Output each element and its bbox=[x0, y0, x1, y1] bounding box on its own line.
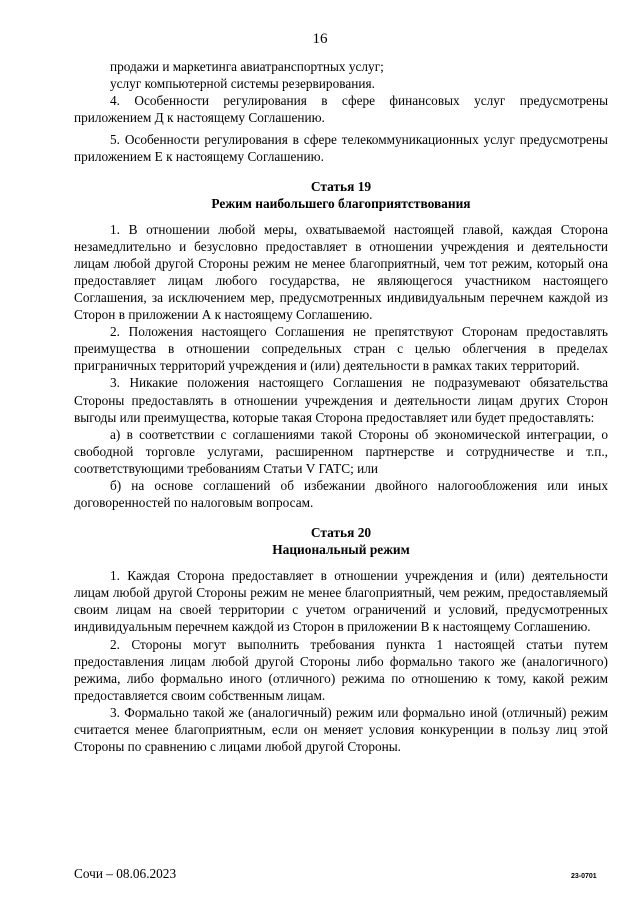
article-20-paragraph-3: 3. Формально такой же (аналогичный) режим или формально иной (отличный) режим считается менее благоприятным, если он меняет условия конкуренции в пользу лиц этой Стороны по сравнению с лицами любой другой Стороны. bbox=[74, 704, 608, 755]
paragraph-4: 4. Особенности регулирования в сфере финансовых услуг предусмотрены приложением Д к настоящему Соглашению. bbox=[74, 93, 608, 126]
article-19-item-b: б) на основе соглашений об избежании двойного налогообложения или иных договоренностей по налоговым вопросам. bbox=[74, 477, 608, 511]
paragraph-5: 5. Особенности регулирования в сфере телекоммуникационных услуг предусмотрены приложением Е к настоящему Соглашению. bbox=[74, 132, 608, 165]
article-20-paragraph-2: 2. Стороны могут выполнить требования пункта 1 настоящей статьи путем предоставления лицам любой другой Стороны либо формально такого же (аналогичного) режима, либо формально иного (отличного) режима по отношению к тому, какой режим предоставляется своим собственным лицам. bbox=[74, 636, 608, 703]
article-19-item-a: а) в соответствии с соглашениями такой Стороны об экономической интеграции, о свободной торговле услугами, расширенном партнерстве и сотрудничестве и т.п., соответствующими требованиям Статьи V ГАТС; или bbox=[74, 426, 608, 476]
article-20-title: Национальный режим bbox=[272, 542, 410, 558]
article-19-title: Режим наибольшего благоприятствования bbox=[211, 195, 471, 211]
intro-line-2: услуг компьютерной системы резервирования. bbox=[110, 76, 375, 92]
footer-place-date: Сочи – 08.06.2023 bbox=[74, 866, 177, 881]
article-19-paragraph-1: 1. В отношении любой меры, охватываемой настоящей главой, каждая Сторона незамедлительно и безусловно предоставляет в отношении учреждения и деятельности лицам любой другой Стороны режим не менее благоприятный, чем тот режим, который она предоставляет лицам любого государства, не являющегося участником настоящего Соглашения, за исключением мер, предусмотренных индивидуальным перечнем каждой из Сторон в приложении А к настоящему Соглашению. bbox=[74, 221, 608, 323]
footer-document-code: 23-0701 bbox=[571, 873, 597, 880]
article-19-paragraph-3: 3. Никакие положения настоящего Соглашения не подразумевают обязательства Стороны предоставлять в отношении учреждения и деятельности лицам других Сторон выгоды или преимущества, которые такая Сторона предоставляет или будет предоставлять: bbox=[74, 375, 608, 425]
article-20-number: Статья 20 bbox=[310, 525, 372, 541]
page-number: 16 bbox=[312, 31, 328, 47]
article-20-paragraph-1: 1. Каждая Сторона предоставляет в отношении учреждения и (или) деятельности лицам любой другой Стороны режим не менее благоприятный, чем режим, предоставляемый своим лицам на своей территории с учетом ограничений и условий, предусмотренных индивидуальным перечнем каждой из Сторон в приложении В к настоящему Соглашению. bbox=[74, 568, 608, 635]
intro-line-1: продажи и маркетинга авиатранспортных услуг; bbox=[110, 59, 384, 74]
document-body bbox=[74, 58, 608, 755]
article-19-number: Статья 19 bbox=[310, 178, 372, 194]
article-19-paragraph-2: 2. Положения настоящего Соглашения не препятствуют Сторонам предоставлять преимущества в отношении сопредельных стран с целью облегчения в пределах приграничных территорий учреждения и (или) деятельности в рамках таких территорий. bbox=[74, 324, 608, 374]
